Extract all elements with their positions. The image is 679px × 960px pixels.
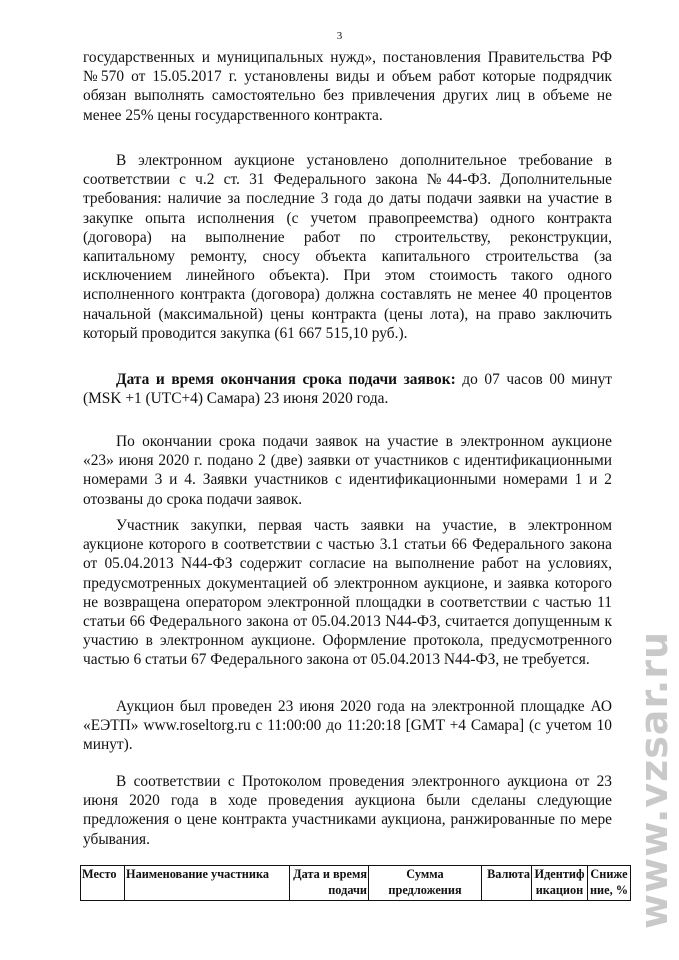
paragraph-applications-submitted: По окончании срока подачи заявок на участие в электронном аукционе «23» июня 2020 г. подано 2 (две) заявки от участников с идентификационными номерами 3 и 4. Заявки участников с идентификационными номерами 1 и 2 отозваны до срока подачи заявок. — [83, 433, 612, 508]
bids-table — [80, 865, 631, 901]
header-submission-datetime: Дата и время подачи — [290, 866, 369, 901]
watermark-text: www.vzsar.ru — [632, 630, 676, 930]
header-reduction-percent: Сниже ние, % — [588, 866, 631, 901]
header-place: Место — [81, 866, 125, 901]
deadline-value: до 07 часов 00 минут (MSK +1 (UTC+4) Самара) 23 июня 2020 года. — [83, 371, 612, 408]
header-currency: Валюта — [482, 866, 532, 901]
page-number: 3 — [336, 30, 343, 42]
paragraph-contract-requirements: государственных и муниципальных нужд», постановления Правительства РФ №570 от 15.05.2017 г. установлены виды и объем работ которые подрядчик обязан выполнять самостоятельно без привлечения других лиц в объеме не менее 25% цены государственного контракта. — [83, 49, 612, 124]
paragraph-additional-requirements: В электронном аукционе установлено дополнительное требование в соответствии с ч.2 ст. 31 Федерального закона №44-ФЗ. Дополнительные требования: наличие за последние 3 года до даты подачи заявки на участие в закупке опыта исполнения (с учетом правопреемства) одного контракта (договора) на выполнение работ по строительству, реконструкции, капитальному ремонту, сносу объекта капитального строительства (за исключением линейного объекта). При этом стоимость такого одного исполненного контракта (договора) должна составлять не менее 40 процентов начальной (максимальной) цены контракта (цены лота), на право заключить который проводится закупка (61 667 515,10 руб.). — [83, 152, 612, 342]
header-identification: Идентиф икацион — [532, 866, 588, 901]
paragraph-admission: Участник закупки, первая часть заявки на участие, в электронном аукционе которого в соответствии с частью 3.1 статьи 66 Федерального закона от 05.04.2013 N44-ФЗ содержит согласие на выполнение работ на условиях, предусмотренных документацией об электронном аукционе, и заявка которого не возвращена оператором электронной площадки в соответствии с частью 11 статьи 66 Федерального закона от 05.04.2013 N44-ФЗ, считается допущенным к участию в электронном аукционе. Оформление протокола, предусмотренного частью 6 статьи 67 Федерального закона от 05.04.2013 N44-ФЗ, не требуется. — [83, 517, 612, 669]
paragraph-deadline — [83, 370, 612, 408]
watermark — [630, 600, 678, 960]
header-participant-name: Наименование участника — [125, 866, 290, 901]
table-header-row — [81, 866, 631, 901]
deadline-label: Дата и время окончания срока подачи заявок: — [116, 371, 456, 388]
paragraph-price-offers: В соответствии с Протоколом проведения электронного аукциона от 23 июня 2020 года в ходе проведения аукциона были сделаны следующие предложения о цене контракта участниками аукциона, ранжированные по мере убывания. — [83, 773, 612, 848]
header-offer-amount: Сумма предложения — [369, 866, 482, 901]
paragraph-auction-held: Аукцион был проведен 23 июня 2020 года на электронной площадке АО «ЕЭТП» www.roseltorg.ru с 11:00:00 до 11:20:18 [GMT +4 Самара] (с учетом 10 минут). — [83, 698, 612, 754]
